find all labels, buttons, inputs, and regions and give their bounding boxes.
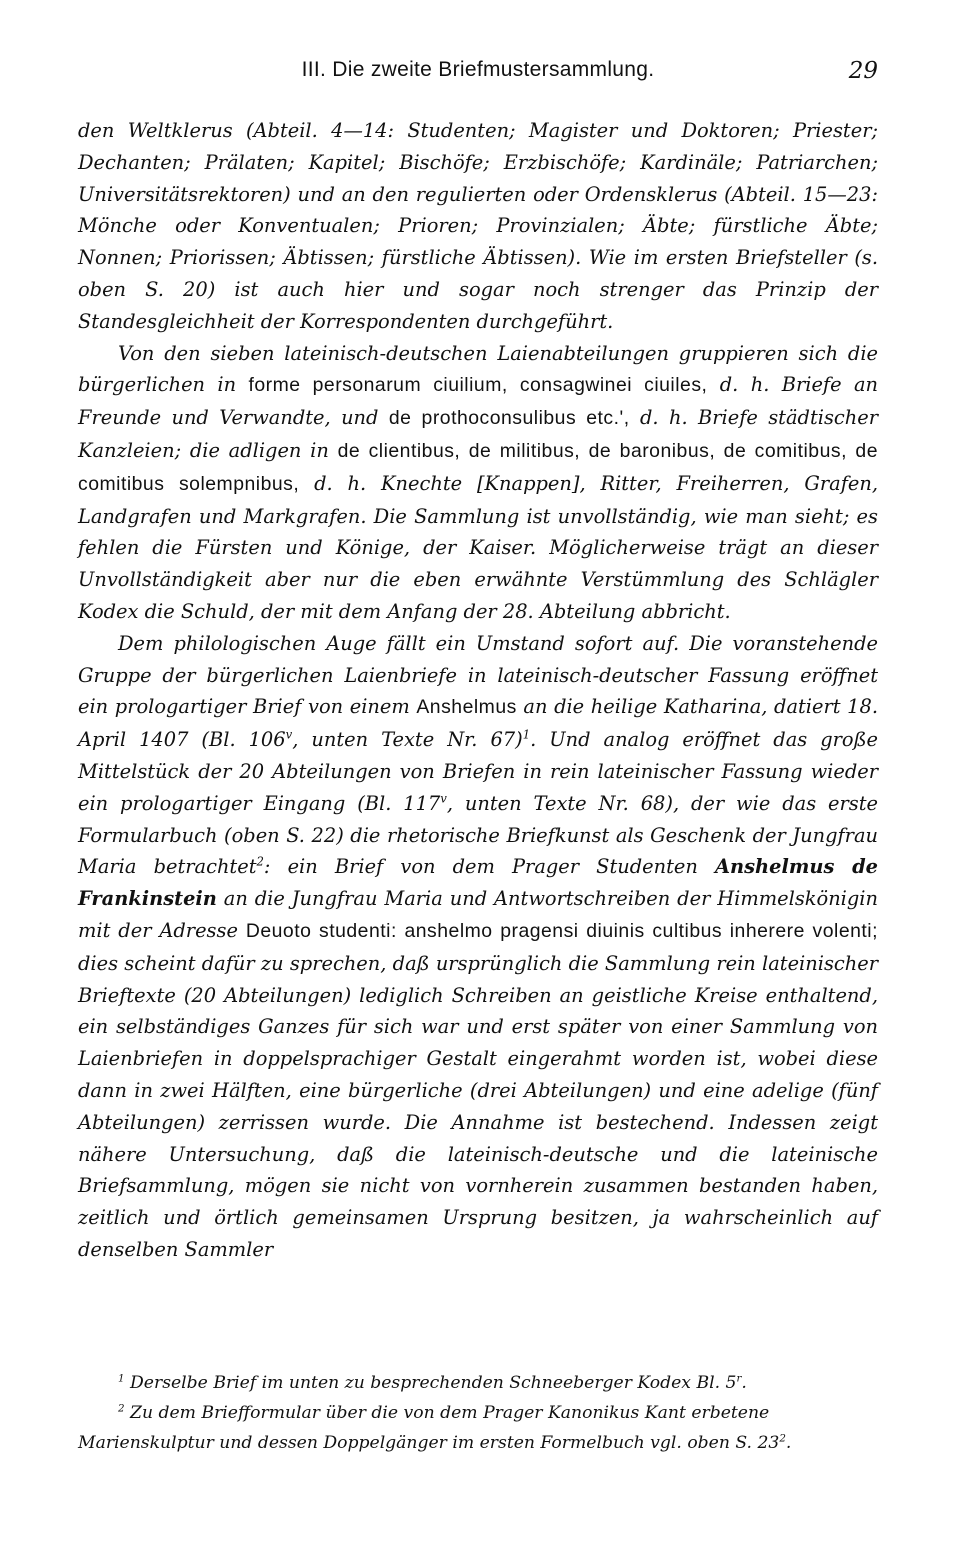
text-run: de clientibus, de militibus, de baronibus, de comitibus, de comitibus solempnibus,: [78, 439, 878, 495]
superscript: r: [736, 1372, 742, 1385]
superscript: 2: [118, 1402, 125, 1415]
text-run: Deuoto studenti: anshelmo pragensi diuinis cultibus inherere volenti;: [245, 919, 878, 942]
text-run: .: [741, 1373, 747, 1393]
text-run: Dem philologischen Auge fällt ein Umstand sofort auf. Die voranstehende Gruppe der bürgerlichen Laienbriefe in lateinisch-deutscher Fassung eröffnet ein prologartiger Brief von einem: [78, 631, 878, 719]
paragraph-1: den Weltklerus (Abteil. 4—14: Studenten; Magister und Doktoren; Priester; Dechanten; Prälaten; Kapitel; Bischöfe; Erzbischöfe; Kardinäle; Patriarchen; Universitätsrektoren) und an den regulierten oder Ordensklerus (Abteil. 15—23: Mönche oder Konventualen; Prioren; Provinzialen; Äbte; fürstliche Äbte; Nonnen; Priorissen; Äbtissen; fürstliche Äbtissen). Wie im ersten Briefsteller (s. oben S. 20) ist auch hier und sogar noch strenger das Prinzip der Standesgleichheit der Korrespondenten durchgeführt.: [78, 119, 878, 333]
running-title: III. Die zweite Briefmustersammlung.: [301, 58, 655, 81]
text-run: d. h. Briefe städtischer Kanzleien; die adligen in: [78, 406, 878, 462]
superscript: v: [285, 727, 293, 742]
text-run: Von den sieben lateinisch-deutschen Laienabteilungen gruppieren sich die bürgerlichen in: [78, 341, 878, 397]
text-run: : ein Brief von dem Prager Studenten: [263, 855, 715, 879]
page-header: [78, 58, 878, 94]
footnote-1: [78, 1368, 878, 1398]
body-text: [78, 115, 878, 1266]
superscript: v: [440, 791, 447, 806]
superscript: 1: [118, 1372, 125, 1385]
text-run: Anshelmus: [416, 696, 517, 719]
paragraph-3: [78, 628, 878, 1266]
text-run: an die Jungfrau Maria und Antwortschreiben der Himmelskönigin mit der Adresse: [78, 887, 878, 942]
footnotes: [78, 1368, 878, 1458]
text-run: , unten Texte Nr. 67): [292, 728, 523, 752]
superscript: 1: [522, 727, 531, 742]
text-run: forme personarum ciuilium, consagwinei ciuiles,: [248, 374, 708, 397]
text-run: Derselbe Brief im unten zu besprechenden Schneeberger Kodex Bl. 5: [124, 1373, 737, 1393]
superscript: 2: [256, 854, 264, 869]
superscript: 2: [779, 1432, 786, 1445]
footnote-2: [78, 1398, 878, 1458]
text-run: . Und analog eröffnet das große Mittelstück der 20 Abteilungen von Briefen in rein lateinischer Fassung wieder ein prologartiger Eingang (Bl. 117: [78, 728, 879, 815]
text-run: Zu dem Briefformular über die von dem Prager Kanonikus Kant erbetene Marienskulptur und dessen Doppelgänger im ersten Formelbuch vgl. oben S. 23: [78, 1403, 780, 1453]
text-run: .: [785, 1433, 792, 1453]
text-run: dies scheint dafür zu sprechen, daß ursprünglich die Sammlung rein lateinischer Brieftexte (20 Abteilungen) lediglich Schreiben an geistliche Kreise enthaltend, ein selbständiges Ganzes für sich war und erst später von einer Sammlung von Laienbriefen in doppelsprachiger Gestalt eingerahmt worden ist, wobei diese dann in zwei Hälften, eine bürgerliche (drei Abteilungen) und eine adelige (fünf Abteilungen) zerrissen wurde. Die Annahme ist bestechend. Indessen zeigt nähere Untersuchung, daß die lateinisch-deutsche und die lateinische Briefsammlung, mögen sie nicht von vornherein zusammen bestanden haben, zeitlich und örtlich gemeinsamen Ursprung besitzen, ja wahrscheinlich auf denselben Sammler: [78, 951, 878, 1261]
page-number: 29: [848, 58, 878, 84]
paragraph-2: [78, 338, 878, 628]
text-run: de prothoconsulibus etc.',: [388, 407, 630, 430]
text-run: d. h. Knechte [Knappen], Ritter, Freiherren, Grafen, Landgrafen und Markgrafen. Die Sammlung ist unvollständig, wie man sieht; es fehlen die Fürsten und Könige, der Kaiser. Möglicherweise trägt an dieser Unvollständigkeit aber nur die eben erwähnte Verstümmlung des Schlägler Kodex die Schuld, der mit dem Anfang der 28. Abteilung abbricht.: [78, 471, 879, 623]
text-run: Anshelmus de Frankinstein: [78, 855, 879, 911]
text-run: , unten Texte Nr. 68), der wie das erste Formularbuch (oben S. 22) die rhetorische Briefkunst als Geschenk der Jungfrau Maria betrachtet: [78, 791, 878, 879]
text-run: an die heilige Katharina, datiert 18. April 1407 (Bl. 106: [78, 695, 878, 752]
text-run: d. h. Briefe an Freunde und Verwandte, und: [78, 373, 879, 430]
